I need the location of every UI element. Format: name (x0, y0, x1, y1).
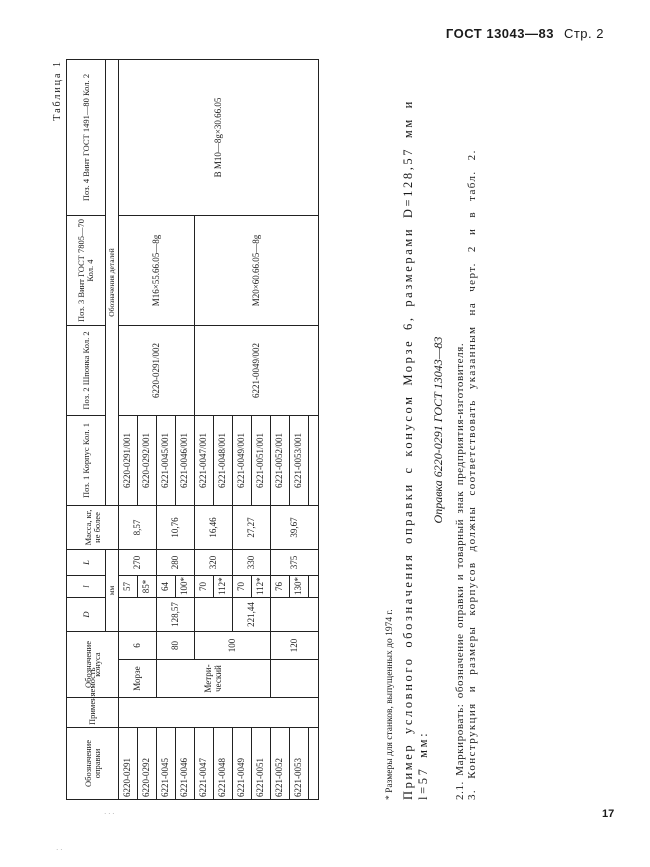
cell-D (119, 598, 157, 632)
cell-l: 70 (195, 576, 214, 598)
header-L: L (67, 550, 106, 576)
cell-designation: 6221-0052 (271, 728, 290, 800)
header-cone: Обозначение конуса (67, 632, 119, 698)
cell-body: 6221-0046/001 (176, 416, 195, 506)
cell-cone-num: 100 (195, 632, 271, 660)
page-label: Стр. 2 (563, 26, 604, 41)
cell-mass: 27,27 (233, 506, 271, 550)
header-mm: мм (106, 550, 119, 632)
cell-screw3-1: М16×55.66.05—8g (119, 216, 195, 326)
cell-body: 6221-0047/001 (195, 416, 214, 506)
cell-designation: 6221-0045 (157, 728, 176, 800)
cell-L: 280 (157, 550, 195, 576)
cell-body: 6221-0048/001 (214, 416, 233, 506)
cell-tail (309, 576, 319, 598)
cell-l: 130* (290, 576, 309, 598)
cell-l: 70 (233, 576, 252, 598)
page-header (446, 26, 604, 41)
header-pos3: Поз. 3 Винт ГОСТ 7805—70 Кол. 4 (67, 216, 106, 326)
cell-mass: 10,76 (157, 506, 195, 550)
data-table (66, 59, 319, 800)
cell-D: 221,44 (233, 598, 271, 632)
cell-cone-num: 120 (271, 632, 319, 660)
example-text: Пример условного обозначения оправки с конусом Морзе 6, размерами D=128,57 мм и l=57 мм: (401, 99, 430, 800)
cell-mass: 8,57 (119, 506, 157, 550)
header-pos4: Поз. 4 Винт ГОСТ 1491—80 Кол. 2 (67, 60, 106, 216)
cell-designation: 6221-0049 (233, 728, 252, 800)
table-caption: Таблица 1 (52, 60, 63, 121)
cell-body: 6221-0045/001 (157, 416, 176, 506)
cell-body: 6221-0049/001 (233, 416, 252, 506)
cell-D: 128,57 (157, 598, 195, 632)
cell-mass: 39,67 (271, 506, 319, 550)
notes-block (385, 60, 478, 800)
table-row (119, 60, 138, 800)
cell-l: 100* (176, 576, 195, 598)
header-l: l (67, 576, 106, 598)
cell-l: 76 (271, 576, 290, 598)
cell-body: 6221-0053/001 (290, 416, 309, 506)
cell-designation: 6221-0053 (290, 728, 309, 800)
cell-cone-num: 6 (119, 632, 157, 660)
item-3: 3. Конструкция и размеры корпусов должны соответствовать указанным на черт. 2 и в табл. 2. (466, 149, 478, 800)
table-footnote: * Размеры для станков, выпущенных до 1974 г. (385, 609, 395, 800)
cell-body: 6220-0292/001 (138, 416, 157, 506)
header-pos1: Поз. 1 Корпус Кол. 1 (67, 416, 106, 506)
cell-body: 6221-0051/001 (252, 416, 271, 506)
cell-designation: 6221-0048 (214, 728, 233, 800)
header-pos2: Поз. 2 Шпонка Кол. 2 (67, 326, 106, 416)
gost-number: ГОСТ 13043—83 (445, 26, 554, 41)
cell-L: 320 (195, 550, 233, 576)
cell-D (195, 598, 233, 632)
page-number: 17 (602, 808, 615, 820)
cell-cone-name: Метри-ческий (157, 660, 271, 698)
cell-l: 64 (157, 576, 176, 598)
cell-screw4: В М10—8g×30.66.05 (119, 60, 319, 216)
cell-key-2: 6221-0049/002 (195, 326, 319, 416)
cell-cone-num: 80 (157, 632, 195, 660)
cell-key-1: 6220-0291/002 (119, 326, 195, 416)
cell-tail (309, 728, 319, 800)
cell-designation: 6221-0046 (176, 728, 195, 800)
cell-l: 112* (252, 576, 271, 598)
cell-applicability (119, 698, 319, 728)
header-applicability: Применяемость (67, 698, 119, 728)
cell-designation: 6220-0292 (138, 728, 157, 800)
cell-body: 6220-0291/001 (119, 416, 138, 506)
cell-screw3-2: М20×60.66.05—8g (195, 216, 319, 326)
cell-designation: 6221-0051 (252, 728, 271, 800)
rotated-content (52, 60, 572, 800)
cell-tail (309, 416, 319, 506)
cell-L: 330 (233, 550, 271, 576)
cell-D (271, 598, 319, 632)
cell-l: 85* (138, 576, 157, 598)
header-designation: Обозначение оправки (67, 728, 119, 800)
cell-L: 270 (119, 550, 157, 576)
cell-L: 375 (271, 550, 319, 576)
scan-speck: · · · (104, 810, 115, 818)
cell-l: 112* (214, 576, 233, 598)
header-mass: Масса, кг, не более (67, 506, 119, 550)
example-designation: Оправка 6220-0291 ГОСТ 13043—83 (431, 336, 445, 524)
cell-designation: 6221-0047 (195, 728, 214, 800)
cell-mass: 16,46 (195, 506, 233, 550)
header-parts: Обозначения деталей (106, 60, 119, 506)
header-D: D (67, 598, 106, 632)
cell-cone-name (271, 660, 319, 698)
scan-speck: · · (56, 846, 63, 854)
cell-designation: 6220-0291 (119, 728, 138, 800)
cell-l: 57 (119, 576, 138, 598)
cell-cone-name: Морзе (119, 660, 157, 698)
item-2-1: 2.1. Маркировать: обозначение оправки и товарный знак предприятия-изготовителя. (454, 342, 466, 800)
cell-body: 6221-0052/001 (271, 416, 290, 506)
